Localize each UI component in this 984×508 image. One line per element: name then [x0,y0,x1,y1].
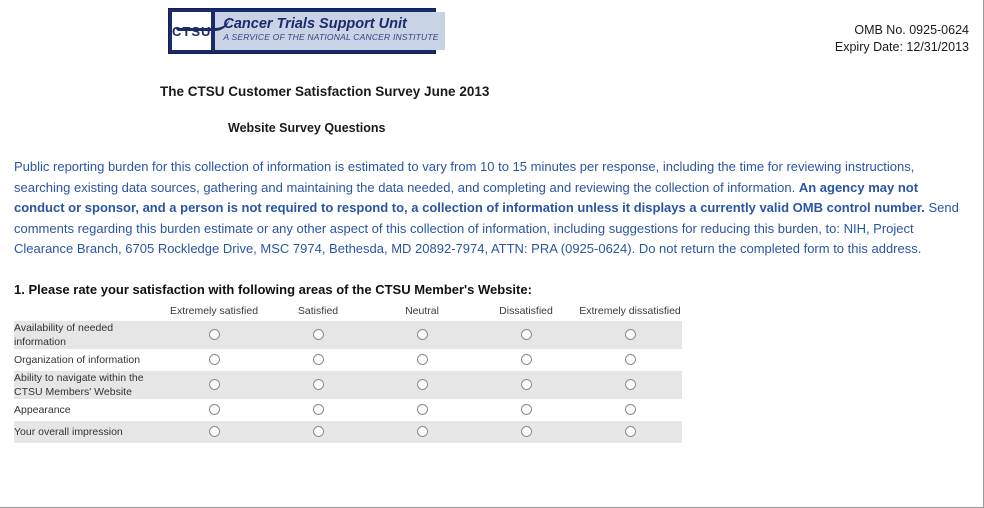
radio-cell[interactable] [578,399,682,421]
row-label-organization: Organization of information [14,353,141,366]
radio-availability-satisfied[interactable] [313,329,324,340]
radio-overall-dissatisfied[interactable] [521,426,532,437]
column-header-extremely-satisfied: Extremely satisfied [169,304,259,317]
radio-cell[interactable] [266,421,370,443]
radio-overall-satisfied[interactable] [313,426,324,437]
radio-organization-extremely-dissatisfied[interactable] [625,354,636,365]
radio-cell[interactable] [162,399,266,421]
section-title: Website Survey Questions [228,121,386,135]
radio-cell[interactable] [370,349,474,371]
ctsu-logo-wordmark [215,12,444,50]
column-header-dissatisfied: Dissatisfied [499,304,553,317]
radio-cell[interactable] [578,321,682,349]
radio-navigate-extremely-dissatisfied[interactable] [625,379,636,390]
ctsu-logo-acronym: CTSU [172,23,212,39]
burden-text-bold: An agency may not conduct or sponsor, and a person is not required to respond to, a collection of information unless it displays a currently valid OMB control number. [14,179,925,215]
radio-availability-neutral[interactable] [417,329,428,340]
radio-overall-neutral[interactable] [417,426,428,437]
radio-availability-dissatisfied[interactable] [521,329,532,340]
radio-cell[interactable] [266,371,370,399]
row-label-appearance: Appearance [14,403,71,416]
radio-cell[interactable] [474,421,578,443]
radio-cell[interactable] [578,349,682,371]
row-label-overall-impression: Your overall impression [14,421,162,443]
radio-cell[interactable] [370,371,474,399]
radio-cell[interactable] [162,421,266,443]
radio-cell[interactable] [266,349,370,371]
radio-organization-dissatisfied[interactable] [521,354,532,365]
row-label-navigate: Ability to navigate within the CTSU Members' Website [14,371,162,399]
radio-cell[interactable] [370,421,474,443]
table-row [14,349,682,371]
row-label-availability: Availability of needed information [14,321,162,349]
radio-appearance-neutral[interactable] [417,404,428,415]
radio-appearance-dissatisfied[interactable] [521,404,532,415]
omb-info [835,22,969,56]
matrix-corner-cell [14,305,162,321]
table-row [14,321,682,349]
ctsu-logo-subtitle: A SERVICE OF THE NATIONAL CANCER INSTITUTE [223,32,439,42]
radio-navigate-dissatisfied[interactable] [521,379,532,390]
radio-availability-extremely-dissatisfied[interactable] [625,329,636,340]
radio-organization-neutral[interactable] [417,354,428,365]
burden-text-part1: Public reporting burden for this collection of information is estimated to vary from 10 to 15 minutes per response, including the time for reviewing instructions, searching existing data sources, gathering and maintaining the data needed, and completing and reviewing the collection of information. [14,159,915,195]
radio-cell[interactable] [162,349,266,371]
omb-number: OMB No. 0925-0624 [854,23,969,37]
table-row [14,421,682,443]
question-1-matrix [14,305,682,443]
document-header [0,0,983,62]
radio-availability-extremely-satisfied[interactable] [209,329,220,340]
radio-cell[interactable] [578,421,682,443]
swoosh-icon [176,16,230,31]
radio-cell[interactable] [370,399,474,421]
omb-expiry-date: Expiry Date: 12/31/2013 [834,40,969,54]
radio-cell[interactable] [370,321,474,349]
ctsu-logo [168,8,439,54]
table-row [14,399,682,421]
survey-title: The CTSU Customer Satisfaction Survey June 2013 [160,84,490,99]
radio-cell[interactable] [474,399,578,421]
radio-appearance-extremely-satisfied[interactable] [209,404,220,415]
radio-cell[interactable] [266,399,370,421]
column-header-satisfied: Satisfied [297,304,339,317]
burden-statement [14,157,969,260]
ctsu-logo-mark [172,12,211,50]
radio-appearance-satisfied[interactable] [313,404,324,415]
radio-cell[interactable] [474,371,578,399]
radio-cell[interactable] [474,321,578,349]
radio-navigate-satisfied[interactable] [313,379,324,390]
burden-text-part2: Send comments regarding this burden estimate or any other aspect of this collection of information, including suggestions for reducing this burden, to: NIH, Project Clearance Branch, 6705 Rockledge Drive, MSC 7974, Bethesda, MD 20892-7974, ATTN: PRA (0925-0624). Do not return the completed form to this address. [14,200,959,256]
radio-cell[interactable] [162,371,266,399]
radio-overall-extremely-satisfied[interactable] [209,426,220,437]
radio-cell[interactable] [578,371,682,399]
radio-organization-extremely-satisfied[interactable] [209,354,220,365]
radio-organization-satisfied[interactable] [313,354,324,365]
radio-overall-extremely-dissatisfied[interactable] [625,426,636,437]
ctsu-logo-title: Cancer Trials Support Unit [223,16,407,32]
table-row [14,371,682,399]
radio-navigate-neutral[interactable] [417,379,428,390]
column-header-extremely-dissatisfied: Extremely dissatisfied [579,304,681,317]
column-header-neutral: Neutral [405,304,439,317]
radio-appearance-extremely-dissatisfied[interactable] [625,404,636,415]
radio-cell[interactable] [162,321,266,349]
matrix-header-row [14,305,682,321]
radio-navigate-extremely-satisfied[interactable] [209,379,220,390]
radio-cell[interactable] [266,321,370,349]
radio-cell[interactable] [474,349,578,371]
question-1-text: 1. Please rate your satisfaction with following areas of the CTSU Member's Website: [14,281,532,297]
